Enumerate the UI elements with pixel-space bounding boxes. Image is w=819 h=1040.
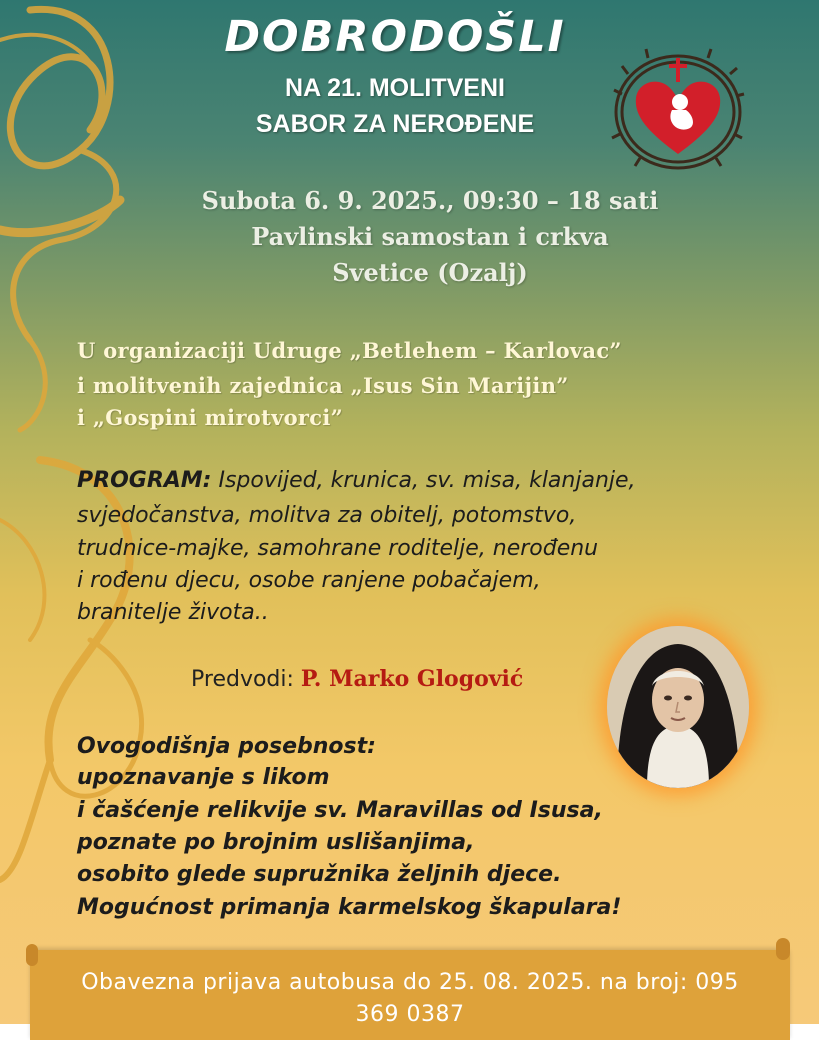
registration-line-2: 369 0387 [355,1002,465,1027]
event-date-time: Subota 6. 9. 2025., 09:30 – 18 sati [201,186,659,215]
program-line-2: svjedočanstva, molitva za obitelj, potomstvo, [77,503,577,528]
program-line-5: branitelje života.. [77,600,269,625]
program-label: PROGRAM: [77,468,212,493]
program-line-4: i rođenu djecu, osobe ranjene pobačajem, [77,568,541,593]
special-line-2: upoznavanje s likom [77,765,330,790]
event-place-line-1: Pavlinski samostan i crkva [251,222,609,251]
organization-line-2: i molitvenih zajednica „Isus Sin Marijin” [77,373,569,398]
subtitle-line-2: SABOR ZA NEROĐENE [255,110,535,138]
program-line-1 [77,468,636,493]
registration-line-1: Obavezna prijava autobusa do 25. 08. 2025. na broj: 095 [81,970,739,995]
leader [191,666,523,692]
special-line-6: Mogućnost primanja karmelskog škapulara! [77,895,622,920]
banner-scroll-right [776,938,790,960]
program-line-3: trudnice-majke, samohrane roditelje, nerođenu [77,536,599,561]
program-text-1: Ispovijed, krunica, sv. misa, klanjanje, [211,468,636,493]
organization-line-3: i „Gospini mirotvorci” [77,405,344,430]
leader-label: Predvodi: [191,667,301,692]
special-line-5: osobito glede supružnika željnih djece. [77,862,562,887]
saint-portrait [607,626,749,788]
page-title: DOBRODOŠLI [224,12,566,62]
leader-name: P. Marko Glogović [300,666,524,692]
special-line-1: Ovogodišnja posebnost: [77,734,376,759]
banner-scroll-left [26,944,38,966]
subtitle-line-1: NA 21. MOLITVENI [285,74,505,102]
organization-line-1: U organizaciji Udruge „Betlehem – Karlovac” [77,338,622,363]
heart-crown-of-thorns-icon [608,44,748,174]
special-line-3: i čašćenje relikvije sv. Maravillas od Isusa, [77,798,603,823]
special-line-4: poznate po brojnim uslišanjima, [77,830,475,855]
event-place-line-2: Svetice (Ozalj) [332,258,528,287]
